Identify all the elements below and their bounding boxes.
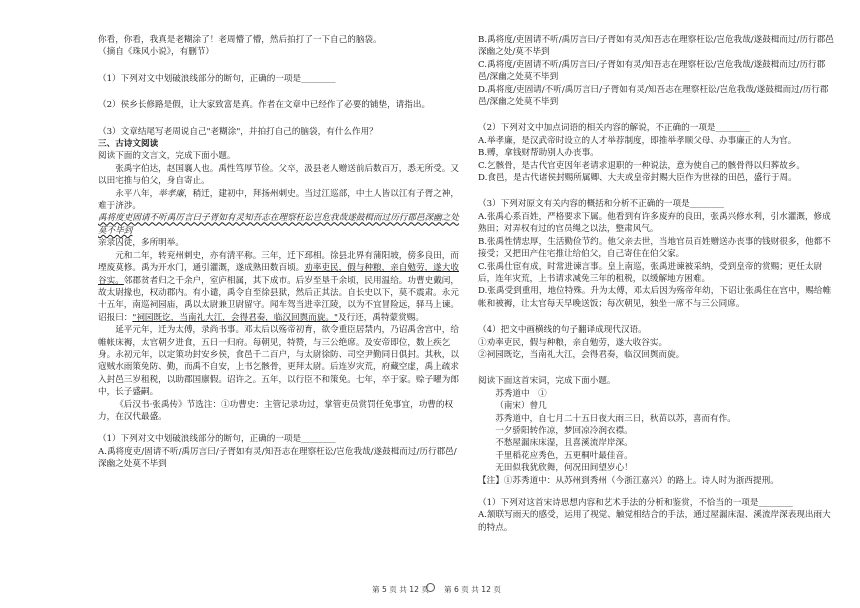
pq1-option-a: A.颔联写雨天的感受，运用了视觉、触觉相结合的手法，通过屋漏床湿、溪流岸深表现出雨大的特点。 bbox=[478, 510, 831, 533]
passage-para-1: 张禹字伯达，赵国襄人也。禹性笃厚节俭。父卒，汲县老人赠送前后数百万，悉无所受。又以田宅推与伯父，身自寄止。 bbox=[98, 163, 459, 187]
right-column bbox=[478, 34, 834, 534]
cq2-option-b: B.赙，拿钱财帮助别人办丧事。 bbox=[478, 148, 599, 159]
left-column bbox=[98, 34, 460, 471]
poem-title: 苏秀道中 ① bbox=[495, 388, 547, 399]
cq2-option-a: A.举孝廉，是汉武帝时设立的人才举荐制度，即推举孝顺父母、办事廉正的人为官。 bbox=[478, 135, 797, 146]
text-run: 及行还，禹特蒙赏赐。 bbox=[337, 312, 424, 323]
dotted-term: 举孝廉 bbox=[158, 188, 184, 199]
poem-instruction: 阅读下面这首宋词，完成下面小题。 bbox=[478, 376, 616, 387]
cq2-stem: （2）下列对文中加点词语的相关内容的解说，不正确的一项是________ bbox=[478, 123, 750, 134]
poem-line: 千里稻花应秀色，五更桐叶最佳音。 bbox=[495, 450, 633, 461]
passage-para-5: 延平元年，迁为太傅，录尚书事。邓太后以殇帝初育，欲令重臣居禁内，乃诏禹舍宫中，给帷帐床褥，太官朝夕进食，五日一归府。每朝见，特赞，与三公绝席。及安帝即位，数上疾乞身。永初元年，以定策功封安乡侯，食邑千二百户，与太尉徐防、司空尹勤同日俱封。其秋，以寇贼水雨策免防、勤，而禹不自安，上书乞骸骨，更拜太尉。后连岁灾荒，府藏空虚，禹上疏求入封邑三岁租税，以助郡国廪假。诏许之。五年，以行臣不和策免。七年，卒于家。赊子曜为郎中，长子盛嗣。 bbox=[98, 325, 459, 398]
passage-para-2 bbox=[98, 188, 460, 213]
poem-preface: 苏秀道中，自七月二十五日夜大雨三日，秋苗以苏，喜而有作。 bbox=[495, 413, 736, 424]
cq3-option-c: C.张禹仕宦有成，时常进谏言事。皇上南巡，张禹进谏被采纳，受到皇帝的赏赐；更任太尉后，连年灾荒，上书请求减免三年的租税，以缓解地方困难。 bbox=[478, 261, 823, 284]
cq1-option-b: B.禹将度/吏固请不听/禹厉言曰/子胥如有灵/知吾志在理察枉讼/岂危我哉/遂鼓楫而过/历行郡邑深幽之处/莫不毕到 bbox=[478, 35, 834, 58]
q2-stem: （2）侯乡长修路是假，让大家致富是真。作者在文章中已经作了必要的铺垫，请指出。 bbox=[98, 100, 431, 111]
text-run: 元和二年，转兖州刺史，亦有清平称。三年，迁下邳相。徐县北界有蒲阳坡，傍多良田，而堙废莫修。禹为开水门，通引灌溉，遂成熟田数百顷。 bbox=[98, 250, 459, 274]
cq2-option-d: D.食邑，是古代诸侯封赐所属卿、大夫或皇帝封赐大臣作为世禄的田邑，盛行于周。 bbox=[478, 173, 797, 184]
cq3-option-a: A.张禹心系百姓，严格要求下属。他看到有许多废弃的良田，张禹兴修水利，引水灌溉，修成熟田；对弄权有过的官员绳之以法，整肃风气。 bbox=[478, 211, 831, 235]
cq4-item-1: ①劝率吏民，假与种粮，亲自勉劳，遂大收谷实。 bbox=[478, 337, 668, 348]
poem-author: （南宋）曾几 bbox=[495, 401, 547, 412]
q1-stem: （1）下列对文中划破浪线部分的断句，正确的一项是________ bbox=[98, 73, 336, 84]
wavy-underlined-passage: 禹将度吏固请不听禹厉言曰子胥如有灵知吾志在理察枉讼岂危我哉遂鼓楫而过历行郡邑深幽之处莫不毕到 bbox=[98, 213, 459, 236]
passage-para-3: 亲录囚徒，多所明举。 bbox=[98, 238, 184, 249]
cq1-option-a: A.禹将度吏/固请不听/禹厉言曰/子胥如有灵/知吾志在理察枉讼/岂危我哉/遂鼓楫而过/历行郡邑/深幽之处莫不毕到 bbox=[98, 446, 457, 470]
story-line: 你看，你看，我真是老糊涂了！老周懵了懵，然后拍打了一下自己的脑袋。 bbox=[98, 35, 382, 45]
text-run: ，稍迁，建初中，拜扬州刺史。当过江巡部，中土人皆以江有子胥之神，难于济涉。 bbox=[98, 188, 459, 212]
underlined-sentence-2: "祠园既讫，当南礼大江，会得君奏，临汉回舆而旋。" bbox=[132, 312, 338, 323]
cq4-item-2: ②祠园既讫，当南礼大江，会得君奏，临汉回舆而旋。 bbox=[478, 349, 685, 360]
q3-stem: （3）文章结尾写老周说自己"老糊涂"，并拍打自己的脑袋，有什么作用？ bbox=[98, 126, 378, 137]
pq1-stem: （1）下列对这首宋诗思想内容和艺术手法的分析和鉴赏，不恰当的一项是________ bbox=[478, 498, 793, 508]
poem-line: 无田似我犹欣舞，何况田间望岁心！ bbox=[495, 463, 633, 474]
poem-line: 一夕骄阳转作凉，梦回凉冷润衣襟。 bbox=[495, 425, 633, 436]
passage-para-4 bbox=[98, 250, 460, 324]
cq4-stem: （4）把文中画横线的句子翻译成现代汉语。 bbox=[478, 325, 647, 336]
poem-block bbox=[478, 388, 834, 475]
cq1-stem: （1）下列对文中划破浪线部分的断句，正确的一项是________ bbox=[98, 434, 336, 445]
text-run: 邻郡贫者归之千余户，室庐相属，其下成市。后岁至垦千余顷，民用温给。功曹史 bbox=[123, 275, 434, 286]
cq3-stem: （3）下列对原文有关内容的概括和分析不正确的一项是________ bbox=[478, 199, 725, 210]
page-number-left: 第 5 页 共 12 页 bbox=[372, 585, 429, 594]
cq3-option-d: D.张禹受到重用，地位特殊。升为太傅，邓太后因为殇帝年幼，下诏让张禹住在宫中，赐给帷帐和被褥，让太官每天早晚送饭；每次朝见，独坐一席不与三公同席。 bbox=[478, 286, 832, 309]
poem-note: 【注】①苏秀道中：从苏州到秀州（今浙江嘉兴）的路上。诗人时为浙西提刑。 bbox=[478, 475, 779, 486]
page-number-right: 第 6 页 共 12 页 bbox=[444, 585, 501, 594]
cq1-option-d: D.禹将度/吏固请/不听/禹厉言曰/子胥如有灵/知吾志在理察枉讼/岂危我哉/遂鼓楫而过/历行郡邑/深幽之处莫不毕到 bbox=[478, 84, 829, 108]
section-heading: 三、古诗文阅读 bbox=[98, 139, 159, 150]
passage-source-note: 《后汉书·张禹传》节选注：①功曹史：主管记录功过，掌管吏员赏罚任免事宜，功曹的权力，在汉代最盛。 bbox=[98, 399, 454, 422]
reading-instruction: 阅读下面的文言文，完成下面小题。 bbox=[98, 151, 236, 162]
text-run: 戴闰，故太尉掾也，权动郡内。有小谴，禹令自至徐县狱，然后正其法。自长史以下，莫不震肃。永元十五年，南巡祠园庙，禹以太尉兼卫尉留守。闻车驾当进幸江陵，以为不宜冒险远，驿马上谏。诏报曰： bbox=[98, 275, 459, 323]
poem-line: 不愁屋漏床床湿，且喜溪流岸岸深。 bbox=[495, 438, 633, 449]
underlined-sentence-1: 劝率吏民，假与种粮，亲自勉劳，遂大收谷实。 bbox=[98, 263, 459, 286]
text-run: 永平八年， bbox=[115, 188, 159, 199]
binding-hole-icon bbox=[426, 583, 435, 592]
cq1-option-c: C.禹将度/吏固请不听/禹厉言曰/子胥如有灵/知吾志在理察枉讼/岂危我哉/遂鼓楫而过/历行郡邑/深幽之处莫不毕到 bbox=[478, 59, 826, 83]
cq2-option-c: C.乞骸骨，是古代官吏因年老请求退职的一种说法，意为使自己的骸骨得以归葬故乡。 bbox=[478, 160, 805, 171]
cq3-option-b: B.张禹性情忠厚，生活勤俭节约。他父亲去世，当地官员百姓赠送办丧事的钱财很多，他都不接受；又把田产住宅推让给伯父，自己寄住在伯父家。 bbox=[478, 236, 831, 260]
story-source: （摘自《珠风小说》，有删节） bbox=[98, 47, 215, 58]
